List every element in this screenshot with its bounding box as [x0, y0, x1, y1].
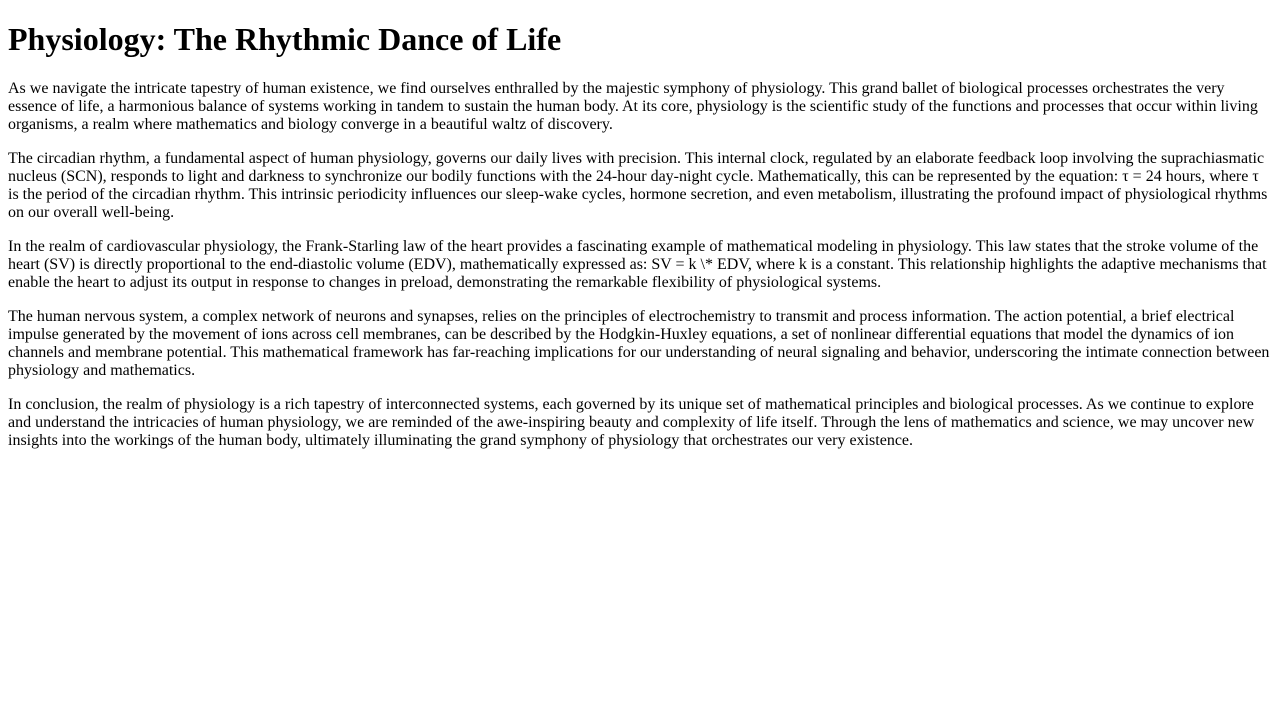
paragraph-circadian-rhythm: The circadian rhythm, a fundamental aspect of human physiology, governs our daily lives with precision. This internal clock, regulated by an elaborate feedback loop involving the suprachiasmatic nucleus (SCN), responds to light and darkness to synchronize our bodily functions with the 24-hour day-night cycle. Mathematically, this can be represented by the equation: τ = 24 hours, where τ is the period of the circadian rhythm. This intrinsic periodicity influences our sleep-wake cycles, hormone secretion, and even metabolism, illustrating the profound impact of physiological rhythms on our overall well-being.: [8, 150, 1268, 221]
page-title: Physiology: The Rhythmic Dance of Life: [8, 21, 562, 57]
paragraph-intro: As we navigate the intricate tapestry of human existence, we find ourselves enthralled by the majestic symphony of physiology. This grand ballet of biological processes orchestrates the very essence of life, a harmonious balance of systems working in tandem to sustain the human body. At its core, physiology is the scientific study of the functions and processes that occur within living organisms, a realm where mathematics and biology converge in a beautiful waltz of discovery.: [8, 80, 1258, 133]
paragraph-conclusion: In conclusion, the realm of physiology is a rich tapestry of interconnected systems, each governed by its unique set of mathematical principles and biological processes. As we continue to explore and understand the intricacies of human physiology, we are reminded of the awe-inspiring beauty and complexity of life itself. Through the lens of mathematics and science, we may uncover new insights into the workings of the human body, ultimately illuminating the grand symphony of physiology that orchestrates our very existence.: [8, 396, 1255, 449]
document-body: [0, 21, 1280, 450]
paragraph-nervous-system: The human nervous system, a complex network of neurons and synapses, relies on the principles of electrochemistry to transmit and process information. The action potential, a brief electrical impulse generated by the movement of ions across cell membranes, can be described by the Hodgkin-Huxley equations, a set of nonlinear differential equations that model the dynamics of ion channels and membrane potential. This mathematical framework has far-reaching implications for our understanding of neural signaling and behavior, underscoring the intimate connection between physiology and mathematics.: [8, 308, 1270, 379]
paragraph-cardiovascular: In the realm of cardiovascular physiology, the Frank-Starling law of the heart provides a fascinating example of mathematical modeling in physiology. This law states that the stroke volume of the heart (SV) is directly proportional to the end-diastolic volume (EDV), mathematically expressed as: SV = k \* EDV, where k is a constant. This relationship highlights the adaptive mechanisms that enable the heart to adjust its output in response to changes in preload, demonstrating the remarkable flexibility of physiological systems.: [8, 238, 1267, 291]
